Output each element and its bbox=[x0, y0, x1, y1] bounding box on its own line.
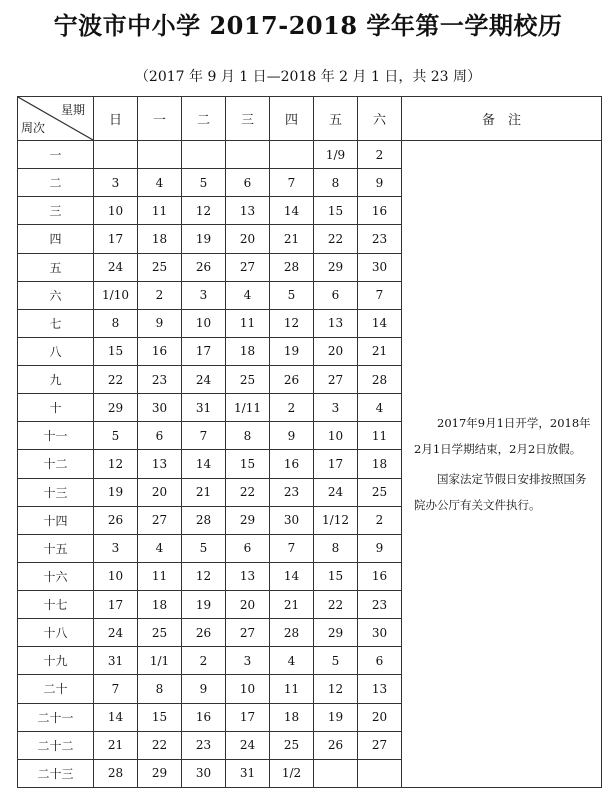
date-cell: 22 bbox=[314, 225, 358, 253]
date-cell: 30 bbox=[358, 619, 402, 647]
date-cell: 16 bbox=[358, 562, 402, 590]
date-cell: 21 bbox=[358, 337, 402, 365]
calendar-body bbox=[18, 141, 602, 788]
date-cell: 17 bbox=[314, 450, 358, 478]
date-cell: 5 bbox=[270, 281, 314, 309]
week-row bbox=[18, 141, 602, 169]
date-cell: 20 bbox=[138, 478, 182, 506]
date-cell: 20 bbox=[226, 591, 270, 619]
date-cell: 3 bbox=[94, 534, 138, 562]
date-cell: 12 bbox=[94, 450, 138, 478]
week-number-cell: 十七 bbox=[18, 591, 94, 619]
note-paragraph: 国家法定节假日安排按照国务院办公厅有关文件执行。 bbox=[414, 472, 587, 512]
date-cell: 7 bbox=[270, 169, 314, 197]
date-cell: 3 bbox=[94, 169, 138, 197]
week-number-cell: 六 bbox=[18, 281, 94, 309]
week-number-cell: 二十 bbox=[18, 675, 94, 703]
date-cell: 29 bbox=[94, 394, 138, 422]
week-number-cell: 二十二 bbox=[18, 731, 94, 759]
date-cell: 10 bbox=[226, 675, 270, 703]
weekday-header-sat: 六 bbox=[358, 97, 402, 141]
header-row bbox=[18, 97, 602, 141]
date-cell: 4 bbox=[138, 534, 182, 562]
date-cell bbox=[138, 141, 182, 169]
weekday-axis-label: 星期 bbox=[60, 103, 85, 117]
date-cell: 25 bbox=[138, 253, 182, 281]
date-cell: 27 bbox=[358, 731, 402, 759]
date-cell: 4 bbox=[270, 647, 314, 675]
date-cell: 13 bbox=[226, 562, 270, 590]
date-cell: 28 bbox=[182, 506, 226, 534]
date-cell: 30 bbox=[138, 394, 182, 422]
week-number-cell: 十一 bbox=[18, 422, 94, 450]
date-cell: 1/10 bbox=[94, 281, 138, 309]
date-cell bbox=[182, 141, 226, 169]
date-cell: 3 bbox=[226, 647, 270, 675]
date-cell: 11 bbox=[226, 309, 270, 337]
date-cell: 17 bbox=[94, 591, 138, 619]
date-cell: 7 bbox=[182, 422, 226, 450]
date-cell bbox=[358, 759, 402, 787]
date-cell: 21 bbox=[270, 225, 314, 253]
week-number-cell: 一 bbox=[18, 141, 94, 169]
weekday-header-mon: 一 bbox=[138, 97, 182, 141]
date-cell: 9 bbox=[270, 422, 314, 450]
date-cell: 15 bbox=[226, 450, 270, 478]
weekday-header-wed: 三 bbox=[226, 97, 270, 141]
date-cell: 14 bbox=[270, 562, 314, 590]
date-cell: 8 bbox=[314, 534, 358, 562]
date-cell: 28 bbox=[94, 759, 138, 787]
date-cell: 20 bbox=[314, 337, 358, 365]
date-cell: 4 bbox=[226, 281, 270, 309]
date-cell: 29 bbox=[226, 506, 270, 534]
week-number-cell: 十五 bbox=[18, 534, 94, 562]
date-cell: 1/12 bbox=[314, 506, 358, 534]
date-cell: 24 bbox=[182, 366, 226, 394]
date-cell: 23 bbox=[270, 478, 314, 506]
date-cell: 22 bbox=[226, 478, 270, 506]
date-cell: 2 bbox=[270, 394, 314, 422]
date-cell: 6 bbox=[314, 281, 358, 309]
date-cell: 9 bbox=[182, 675, 226, 703]
date-cell: 30 bbox=[270, 506, 314, 534]
date-cell: 11 bbox=[270, 675, 314, 703]
date-cell: 27 bbox=[138, 506, 182, 534]
week-number-cell: 十九 bbox=[18, 647, 94, 675]
date-cell: 30 bbox=[182, 759, 226, 787]
date-cell: 24 bbox=[226, 731, 270, 759]
date-cell: 11 bbox=[138, 197, 182, 225]
date-cell: 7 bbox=[94, 675, 138, 703]
date-cell: 5 bbox=[182, 534, 226, 562]
date-cell: 15 bbox=[138, 703, 182, 731]
date-cell: 28 bbox=[270, 619, 314, 647]
date-cell: 14 bbox=[358, 309, 402, 337]
date-cell: 3 bbox=[182, 281, 226, 309]
date-cell: 2 bbox=[358, 506, 402, 534]
date-cell: 13 bbox=[226, 197, 270, 225]
week-number-cell: 二十三 bbox=[18, 759, 94, 787]
date-cell: 25 bbox=[138, 619, 182, 647]
date-cell: 6 bbox=[358, 647, 402, 675]
week-number-cell: 十八 bbox=[18, 619, 94, 647]
date-cell: 31 bbox=[182, 394, 226, 422]
date-cell: 22 bbox=[94, 366, 138, 394]
date-cell: 24 bbox=[94, 619, 138, 647]
week-number-cell: 七 bbox=[18, 309, 94, 337]
date-cell: 16 bbox=[182, 703, 226, 731]
date-cell: 21 bbox=[270, 591, 314, 619]
date-cell: 5 bbox=[314, 647, 358, 675]
date-cell: 2 bbox=[358, 141, 402, 169]
date-cell: 8 bbox=[314, 169, 358, 197]
date-cell bbox=[94, 141, 138, 169]
week-number-cell: 三 bbox=[18, 197, 94, 225]
date-cell: 18 bbox=[138, 225, 182, 253]
date-cell: 14 bbox=[270, 197, 314, 225]
date-cell: 4 bbox=[358, 394, 402, 422]
date-cell: 27 bbox=[314, 366, 358, 394]
date-cell: 4 bbox=[138, 169, 182, 197]
date-cell: 13 bbox=[138, 450, 182, 478]
date-cell: 29 bbox=[314, 253, 358, 281]
date-cell: 25 bbox=[270, 731, 314, 759]
date-cell: 16 bbox=[138, 337, 182, 365]
date-cell: 19 bbox=[94, 478, 138, 506]
weekday-header-fri: 五 bbox=[314, 97, 358, 141]
date-cell: 8 bbox=[138, 675, 182, 703]
corner-header-cell bbox=[18, 97, 94, 141]
date-cell: 14 bbox=[182, 450, 226, 478]
date-cell: 12 bbox=[314, 675, 358, 703]
date-cell: 12 bbox=[182, 562, 226, 590]
week-number-cell: 十四 bbox=[18, 506, 94, 534]
date-cell: 18 bbox=[358, 450, 402, 478]
date-cell: 11 bbox=[358, 422, 402, 450]
notes-cell bbox=[402, 141, 602, 788]
date-cell: 20 bbox=[226, 225, 270, 253]
week-number-cell: 五 bbox=[18, 253, 94, 281]
date-cell: 30 bbox=[358, 253, 402, 281]
date-cell: 6 bbox=[138, 422, 182, 450]
date-cell: 15 bbox=[314, 197, 358, 225]
date-cell: 26 bbox=[270, 366, 314, 394]
date-cell: 15 bbox=[314, 562, 358, 590]
date-cell: 14 bbox=[94, 703, 138, 731]
date-cell: 17 bbox=[182, 337, 226, 365]
week-number-cell: 十六 bbox=[18, 562, 94, 590]
date-cell: 17 bbox=[94, 225, 138, 253]
date-cell: 1/2 bbox=[270, 759, 314, 787]
date-cell bbox=[314, 759, 358, 787]
week-number-cell: 二十一 bbox=[18, 703, 94, 731]
date-cell: 5 bbox=[94, 422, 138, 450]
date-cell: 28 bbox=[270, 253, 314, 281]
date-cell: 17 bbox=[226, 703, 270, 731]
date-cell: 29 bbox=[314, 619, 358, 647]
date-cell: 27 bbox=[226, 619, 270, 647]
date-cell: 28 bbox=[358, 366, 402, 394]
date-cell: 22 bbox=[138, 731, 182, 759]
date-cell: 10 bbox=[94, 562, 138, 590]
date-cell: 8 bbox=[226, 422, 270, 450]
date-cell: 12 bbox=[182, 197, 226, 225]
date-cell: 9 bbox=[138, 309, 182, 337]
date-cell: 25 bbox=[358, 478, 402, 506]
date-cell: 5 bbox=[182, 169, 226, 197]
date-cell: 7 bbox=[358, 281, 402, 309]
date-cell: 23 bbox=[358, 591, 402, 619]
date-cell: 9 bbox=[358, 169, 402, 197]
weekday-header-tue: 二 bbox=[182, 97, 226, 141]
date-cell: 16 bbox=[358, 197, 402, 225]
date-cell: 18 bbox=[226, 337, 270, 365]
week-number-axis-label: 周次 bbox=[21, 121, 46, 135]
date-cell: 24 bbox=[314, 478, 358, 506]
date-cell: 10 bbox=[94, 197, 138, 225]
date-cell: 13 bbox=[358, 675, 402, 703]
date-cell: 23 bbox=[358, 225, 402, 253]
date-cell: 6 bbox=[226, 169, 270, 197]
date-cell: 1/9 bbox=[314, 141, 358, 169]
school-calendar-table bbox=[17, 96, 602, 788]
date-cell: 2 bbox=[182, 647, 226, 675]
date-cell: 8 bbox=[94, 309, 138, 337]
date-cell: 3 bbox=[314, 394, 358, 422]
date-cell: 27 bbox=[226, 253, 270, 281]
date-cell: 19 bbox=[270, 337, 314, 365]
notes-header: 备 注 bbox=[402, 97, 602, 141]
date-cell: 2 bbox=[138, 281, 182, 309]
date-cell: 1/1 bbox=[138, 647, 182, 675]
date-cell: 26 bbox=[94, 506, 138, 534]
date-cell: 26 bbox=[182, 253, 226, 281]
date-cell: 24 bbox=[94, 253, 138, 281]
date-cell: 31 bbox=[94, 647, 138, 675]
date-cell: 15 bbox=[94, 337, 138, 365]
date-cell: 1/11 bbox=[226, 394, 270, 422]
date-cell: 20 bbox=[358, 703, 402, 731]
date-cell: 19 bbox=[182, 591, 226, 619]
week-number-cell: 十三 bbox=[18, 478, 94, 506]
date-cell: 23 bbox=[182, 731, 226, 759]
date-cell: 19 bbox=[314, 703, 358, 731]
weekday-header-thu: 四 bbox=[270, 97, 314, 141]
date-cell: 6 bbox=[226, 534, 270, 562]
week-number-cell: 十 bbox=[18, 394, 94, 422]
date-cell: 26 bbox=[314, 731, 358, 759]
week-number-cell: 九 bbox=[18, 366, 94, 394]
date-cell: 26 bbox=[182, 619, 226, 647]
week-number-cell: 十二 bbox=[18, 450, 94, 478]
date-cell: 10 bbox=[314, 422, 358, 450]
date-cell: 16 bbox=[270, 450, 314, 478]
date-cell: 7 bbox=[270, 534, 314, 562]
date-range-subtitle: （2017 年 9 月 1 日—2018 年 2 月 1 日，共 23 周） bbox=[134, 69, 482, 85]
date-cell: 18 bbox=[138, 591, 182, 619]
date-cell: 12 bbox=[270, 309, 314, 337]
week-number-cell: 二 bbox=[18, 169, 94, 197]
date-cell: 11 bbox=[138, 562, 182, 590]
date-cell bbox=[270, 141, 314, 169]
date-cell: 9 bbox=[358, 534, 402, 562]
week-number-cell: 八 bbox=[18, 337, 94, 365]
date-cell: 29 bbox=[138, 759, 182, 787]
weekday-header-sun: 日 bbox=[94, 97, 138, 141]
week-number-cell: 四 bbox=[18, 225, 94, 253]
date-cell: 25 bbox=[226, 366, 270, 394]
page-title: 宁波市中小学 2017-2018 学年第一学期校历 bbox=[53, 11, 563, 40]
date-cell: 10 bbox=[182, 309, 226, 337]
date-cell: 22 bbox=[314, 591, 358, 619]
date-cell: 21 bbox=[182, 478, 226, 506]
date-cell: 18 bbox=[270, 703, 314, 731]
date-cell bbox=[226, 141, 270, 169]
date-cell: 23 bbox=[138, 366, 182, 394]
date-cell: 13 bbox=[314, 309, 358, 337]
date-cell: 19 bbox=[182, 225, 226, 253]
note-paragraph: 2017年9月1日开学，2018年2月1日学期结束，2月2日放假。 bbox=[414, 416, 591, 456]
date-cell: 31 bbox=[226, 759, 270, 787]
date-cell: 21 bbox=[94, 731, 138, 759]
